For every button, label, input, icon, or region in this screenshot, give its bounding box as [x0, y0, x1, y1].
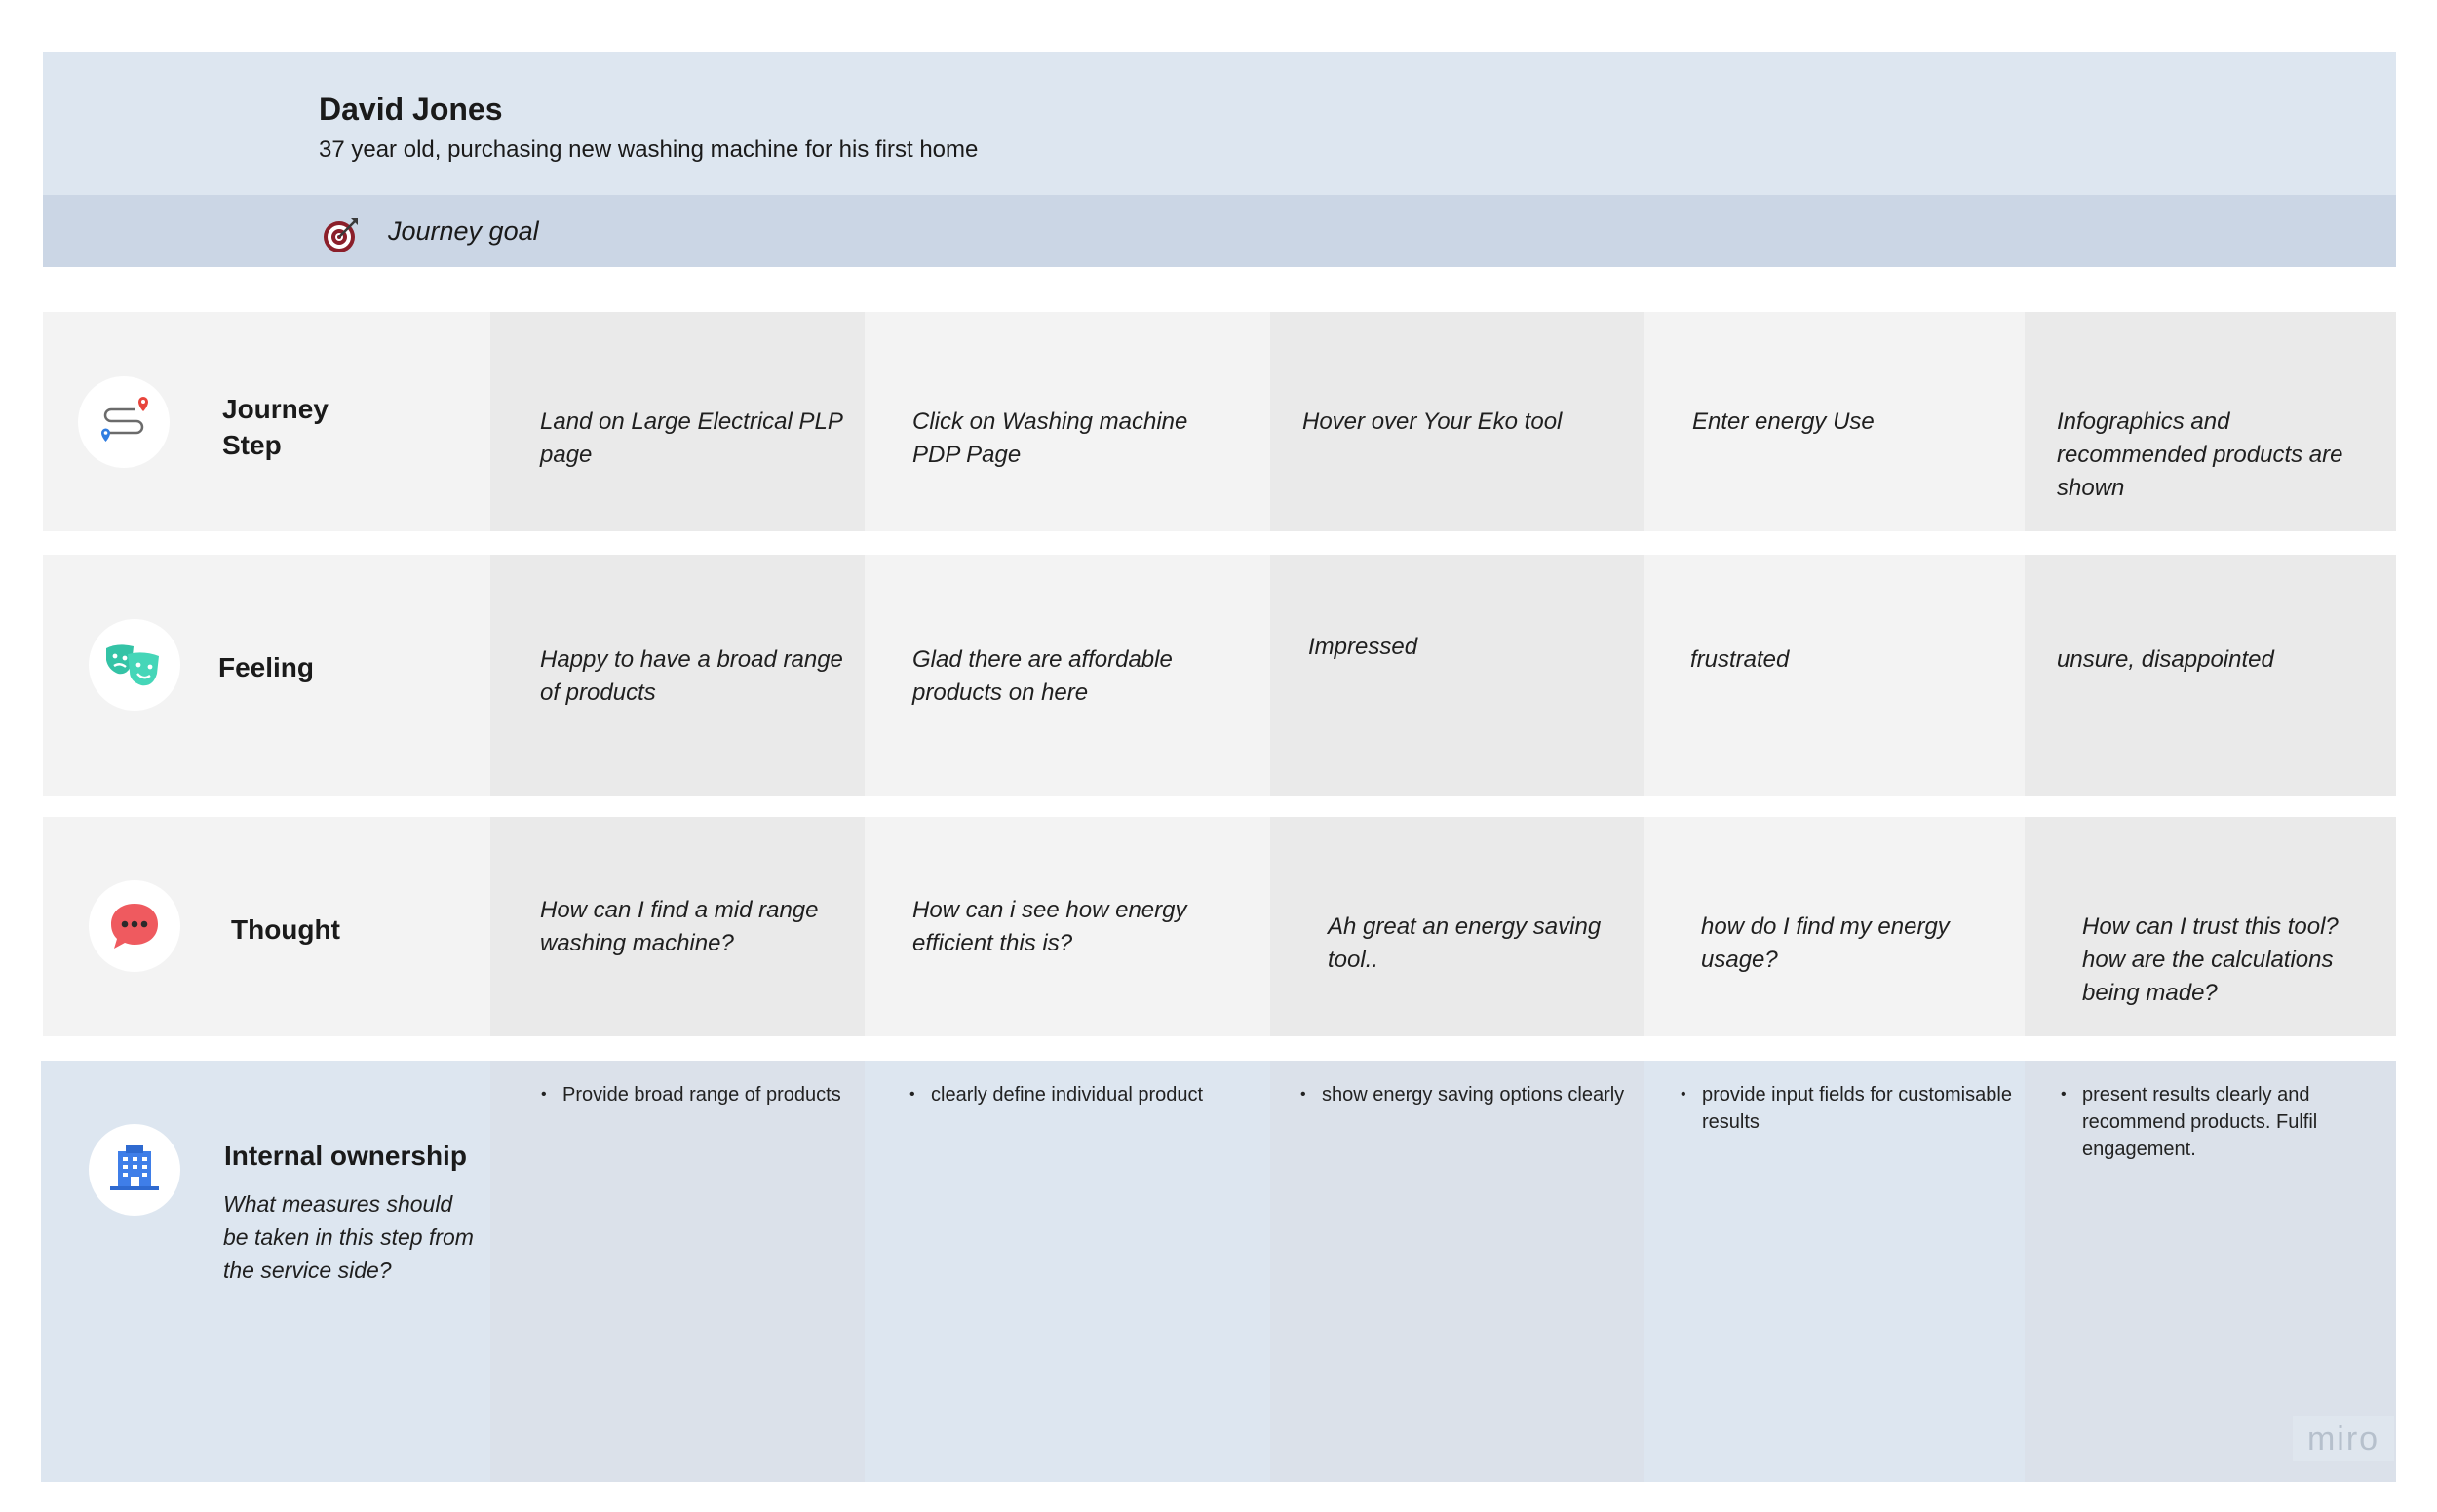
office-building-icon	[89, 1124, 180, 1216]
journey-step-cell[interactable]: Infographics and recommended products are shown	[2057, 408, 2343, 501]
feeling-cell[interactable]: Impressed	[1308, 634, 1418, 660]
persona-name[interactable]: David Jones	[319, 92, 503, 127]
journey-step-cell[interactable]: Enter energy Use	[1692, 408, 1875, 435]
column-shade	[1270, 1061, 1644, 1482]
journey-step-label[interactable]	[222, 391, 329, 463]
theater-masks-icon	[89, 619, 180, 711]
persona-description[interactable]: 37 year old, purchasing new washing machine for his first home	[319, 136, 979, 163]
feeling-label[interactable]: Feeling	[218, 652, 315, 682]
feeling-cell[interactable]: Glad there are affordable products on here	[912, 646, 1173, 706]
thought-cell[interactable]: How can i see how energy efficient this is?	[912, 897, 1187, 956]
thought-cell[interactable]: how do I find my energy usage?	[1701, 913, 1950, 973]
target-icon	[322, 215, 361, 254]
miro-logo: miro	[2293, 1416, 2394, 1461]
feeling-cell[interactable]: Happy to have a broad range of products	[540, 646, 843, 706]
ownership-cell[interactable]: • provide input fields for customisable results	[1681, 1081, 2014, 1136]
journey-step-cell[interactable]: Hover over Your Eko tool	[1302, 408, 1563, 435]
thought-cell[interactable]: How can I find a mid range washing machine?	[540, 897, 819, 956]
column-shade	[490, 1061, 865, 1482]
internal-ownership-label[interactable]: Internal ownership	[224, 1141, 467, 1171]
feeling-cell[interactable]: unsure, disappointed	[2057, 646, 2274, 673]
thought-cell[interactable]: Ah great an energy saving tool..	[1328, 913, 1602, 973]
column-shade	[1270, 555, 1644, 796]
ownership-cell[interactable]: • Provide broad range of products	[541, 1081, 879, 1108]
speech-bubble-icon	[89, 880, 180, 972]
thought-label[interactable]: Thought	[231, 914, 340, 945]
journey-step-cell[interactable]: Land on Large Electrical PLP page	[540, 408, 842, 468]
internal-ownership-sublabel[interactable]: What measures should be taken in this step from the service side?	[223, 1191, 474, 1283]
ownership-cell[interactable]: • show energy saving options clearly	[1300, 1081, 1634, 1108]
journey-step-label-line1: Journey	[222, 394, 329, 424]
thought-cell[interactable]: How can I trust this tool? how are the calculations being made?	[2082, 913, 2339, 1006]
journey-step-cell[interactable]: Click on Washing machine PDP Page	[912, 408, 1188, 468]
journey-goal-label[interactable]: Journey goal	[388, 216, 539, 246]
route-icon	[78, 376, 170, 468]
ownership-cell[interactable]: • clearly define individual product	[909, 1081, 1262, 1108]
ownership-cell[interactable]: • present results clearly and recommend products. Fulfil engagement.	[2061, 1081, 2384, 1163]
feeling-cell[interactable]: frustrated	[1690, 646, 1790, 673]
journey-step-label-line2: Step	[222, 430, 282, 460]
